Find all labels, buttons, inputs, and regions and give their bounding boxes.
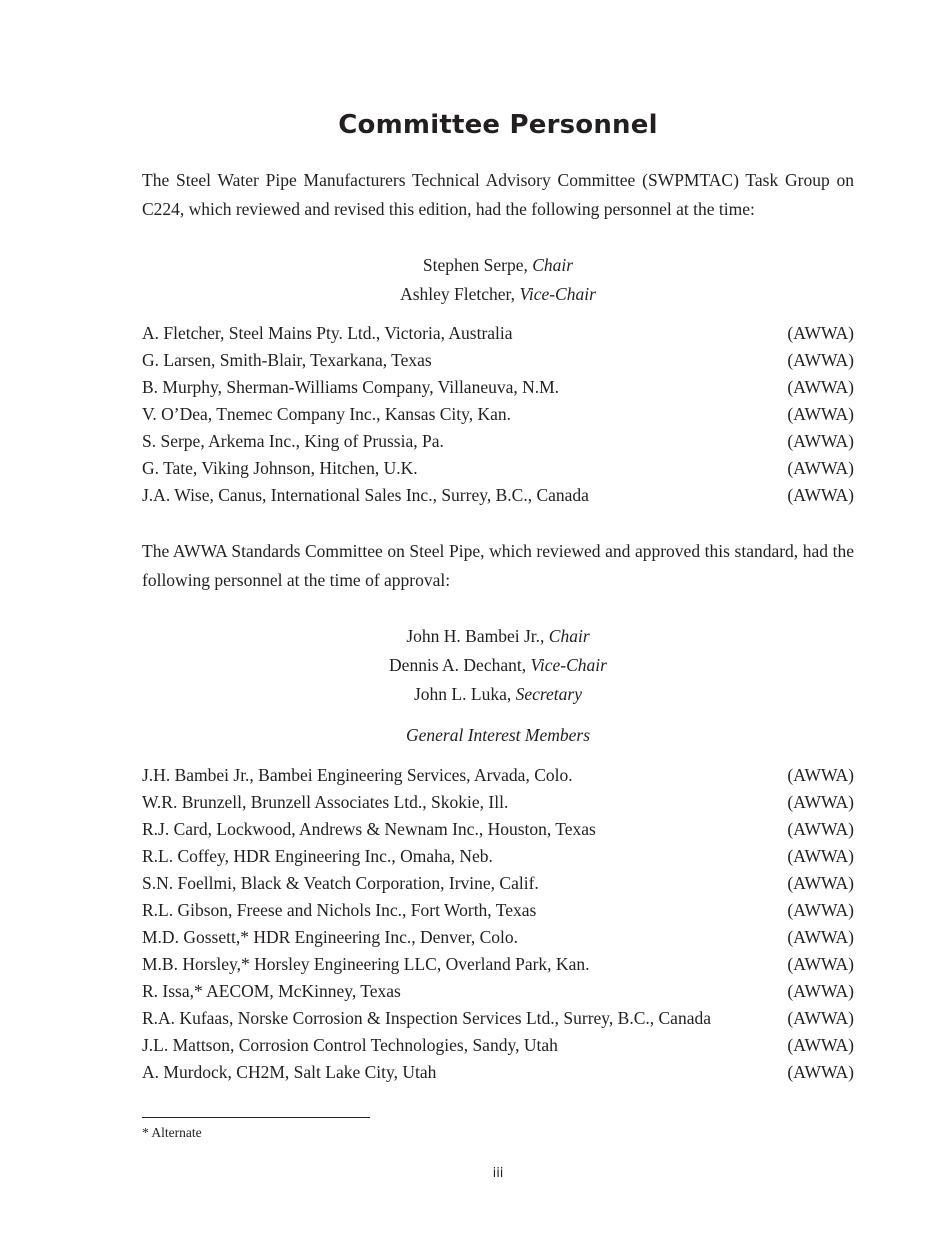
member-affiliation: (AWWA)	[787, 1062, 854, 1082]
intro-paragraph: The Steel Water Pipe Manufacturers Technical Advisory Committee (SWPMTAC) Task Group on C224, which reviewed and revised this edition, had the following personnel at the time:	[142, 170, 854, 219]
member-row	[142, 1059, 854, 1086]
member-row	[142, 320, 854, 347]
member-row	[142, 978, 854, 1005]
member-affiliation: (AWWA)	[787, 765, 854, 785]
member-name: J.L. Mattson, Corrosion Control Technologies, Sandy, Utah	[142, 1035, 558, 1055]
member-row	[142, 401, 854, 428]
member-name: S. Serpe, Arkema Inc., King of Prussia, Pa.	[142, 431, 444, 451]
member-name: S.N. Foellmi, Black & Veatch Corporation, Irvine, Calif.	[142, 873, 539, 893]
member-row	[142, 924, 854, 951]
member-affiliation: (AWWA)	[787, 404, 854, 424]
member-row	[142, 843, 854, 870]
member-name: R.L. Gibson, Freese and Nichols Inc., Fort Worth, Texas	[142, 900, 537, 920]
member-row	[142, 951, 854, 978]
member-name: R. Issa,* AECOM, McKinney, Texas	[142, 981, 401, 1001]
member-affiliation: (AWWA)	[787, 873, 854, 893]
member-name: A. Murdock, CH2M, Salt Lake City, Utah	[142, 1062, 437, 1082]
footnote: * Alternate	[142, 1125, 202, 1140]
member-row	[142, 428, 854, 455]
member-affiliation: (AWWA)	[787, 900, 854, 920]
officer-name: John H. Bambei Jr.,	[406, 626, 545, 646]
member-row	[142, 762, 854, 789]
task-group-officers	[142, 251, 854, 309]
member-name: M.D. Gossett,* HDR Engineering Inc., Denver, Colo.	[142, 927, 518, 947]
member-affiliation: (AWWA)	[787, 377, 854, 397]
member-name: J.H. Bambei Jr., Bambei Engineering Services, Arvada, Colo.	[142, 765, 573, 785]
member-row	[142, 455, 854, 482]
member-affiliation: (AWWA)	[787, 350, 854, 370]
officer-chair	[142, 622, 854, 651]
officer-name: Dennis A. Dechant,	[389, 655, 527, 675]
page-number: iii	[492, 1166, 504, 1181]
member-affiliation: (AWWA)	[787, 1008, 854, 1028]
member-row	[142, 1005, 854, 1032]
member-name: J.A. Wise, Canus, International Sales Inc., Surrey, B.C., Canada	[142, 485, 589, 505]
officer-name: John L. Luka,	[414, 684, 512, 704]
member-name: G. Larsen, Smith-Blair, Texarkana, Texas	[142, 350, 432, 370]
member-name: M.B. Horsley,* Horsley Engineering LLC, Overland Park, Kan.	[142, 954, 590, 974]
member-row	[142, 482, 854, 509]
member-name: R.A. Kufaas, Norske Corrosion & Inspection Services Ltd., Surrey, B.C., Canada	[142, 1008, 711, 1028]
officer-role: Secretary	[515, 684, 582, 704]
member-affiliation: (AWWA)	[787, 458, 854, 478]
member-affiliation: (AWWA)	[787, 954, 854, 974]
member-name: A. Fletcher, Steel Mains Pty. Ltd., Victoria, Australia	[142, 323, 513, 343]
officer-chair	[142, 251, 854, 280]
member-affiliation: (AWWA)	[787, 431, 854, 451]
member-affiliation: (AWWA)	[787, 792, 854, 812]
member-affiliation: (AWWA)	[787, 485, 854, 505]
footnote-divider	[142, 1117, 370, 1118]
officer-name: Stephen Serpe,	[422, 255, 528, 275]
member-affiliation: (AWWA)	[787, 1035, 854, 1055]
member-name: V. O’Dea, Tnemec Company Inc., Kansas City, Kan.	[142, 404, 512, 424]
member-row	[142, 1032, 854, 1059]
officer-name: Ashley Fletcher,	[400, 284, 516, 304]
member-name: R.L. Coffey, HDR Engineering Inc., Omaha, Neb.	[142, 846, 493, 866]
standards-committee-officers	[142, 622, 854, 709]
member-affiliation: (AWWA)	[787, 323, 854, 343]
standards-committee-paragraph: The AWWA Standards Committee on Steel Pipe, which reviewed and approved this standard, had the following personnel at the time of approval:	[142, 541, 854, 590]
member-affiliation: (AWWA)	[787, 927, 854, 947]
member-affiliation: (AWWA)	[787, 846, 854, 866]
member-row	[142, 347, 854, 374]
member-row	[142, 374, 854, 401]
member-name: B. Murphy, Sherman-Williams Company, Villaneuva, N.M.	[142, 377, 560, 397]
officer-role: Chair	[548, 626, 590, 646]
officer-role: Vice-Chair	[519, 284, 596, 304]
officer-vice-chair	[142, 651, 854, 680]
officer-vice-chair	[142, 280, 854, 309]
general-interest-member-list	[142, 762, 854, 1086]
member-row	[142, 897, 854, 924]
member-affiliation: (AWWA)	[787, 819, 854, 839]
member-name: W.R. Brunzell, Brunzell Associates Ltd., Skokie, Ill.	[142, 792, 509, 812]
officer-role: Chair	[532, 255, 574, 275]
group-heading: General Interest Members	[405, 725, 591, 745]
member-row	[142, 870, 854, 897]
member-name: G. Tate, Viking Johnson, Hitchen, U.K.	[142, 458, 418, 478]
member-affiliation: (AWWA)	[787, 981, 854, 1001]
officer-secretary	[142, 680, 854, 709]
member-row	[142, 789, 854, 816]
member-row	[142, 816, 854, 843]
member-name: R.J. Card, Lockwood, Andrews & Newnam Inc., Houston, Texas	[142, 819, 596, 839]
page-title: Committee Personnel	[338, 110, 658, 140]
officer-role: Vice-Chair	[530, 655, 607, 675]
task-group-member-list	[142, 320, 854, 509]
